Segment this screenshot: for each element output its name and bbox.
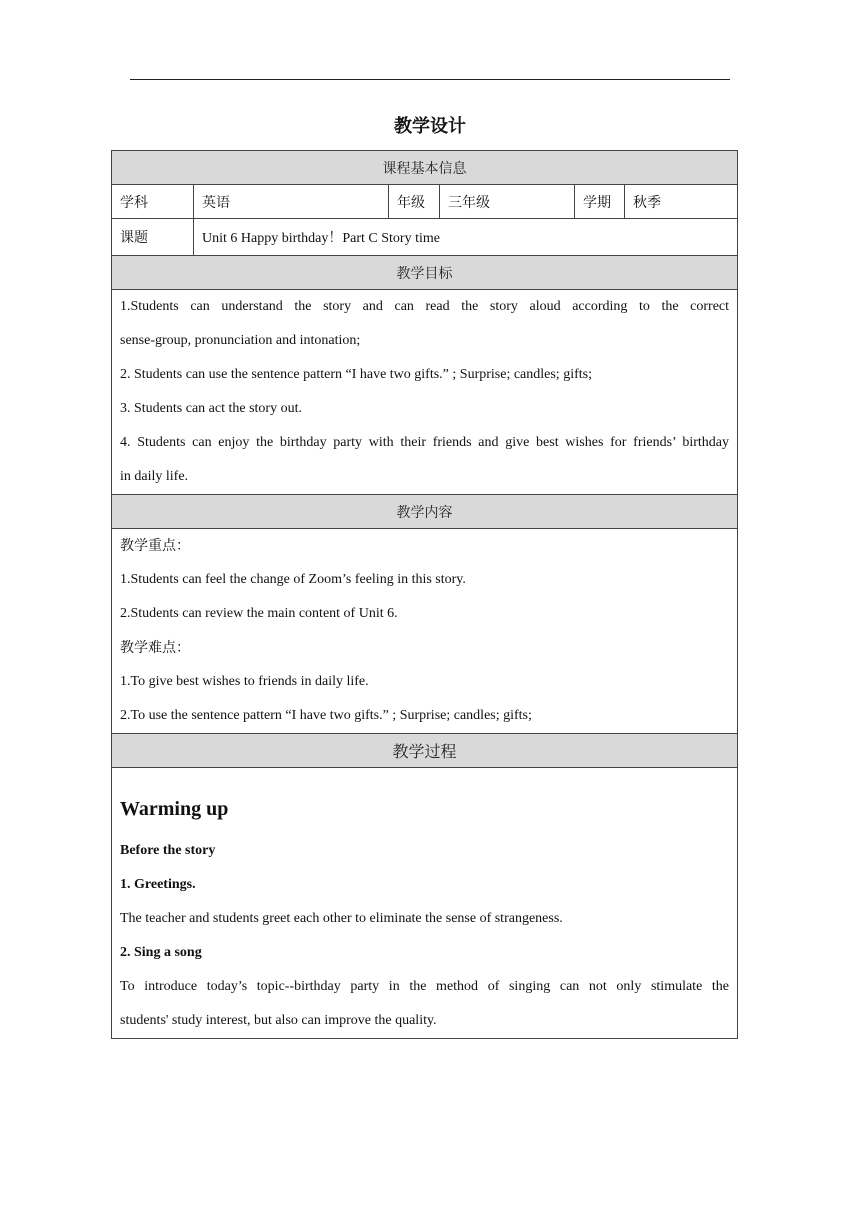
process-body <box>112 768 738 1039</box>
difficult-point-1: 1.To give best wishes to friends in daily life. <box>120 674 369 689</box>
term-value: 秋季 <box>625 185 738 219</box>
objective-3: 3. Students can act the story out. <box>120 401 302 416</box>
basic-info-header: 课程基本信息 <box>112 151 738 185</box>
before-story-subheading: Before the story <box>120 843 216 858</box>
objective-1-line-2: sense-group, pronunciation and intonation; <box>120 333 361 348</box>
step-1-text: The teacher and students greet each other to eliminate the sense of strangeness. <box>120 911 563 926</box>
objectives-body <box>112 290 738 495</box>
objective-2: 2. Students can use the sentence pattern “I have two gifts.” ; Surprise; candles; gifts; <box>120 367 592 382</box>
step-2-line-2: students' study interest, but also can improve the quality. <box>120 1013 437 1028</box>
document-title: 教学设计 <box>394 116 466 137</box>
header-rule <box>130 79 730 80</box>
step-1-title: 1. Greetings. <box>120 877 196 892</box>
key-point-2: 2.Students can review the main content of Unit 6. <box>120 606 398 621</box>
content-header: 教学内容 <box>112 495 738 529</box>
grade-value: 三年级 <box>440 185 575 219</box>
objective-1-line-1: 1.Students can understand the story and can read the story aloud according to the correct <box>120 299 730 314</box>
step-2-title: 2. Sing a song <box>120 945 202 960</box>
key-points-label: 教学重点： <box>120 538 190 554</box>
objectives-header: 教学目标 <box>112 256 738 290</box>
process-header: 教学过程 <box>112 734 738 768</box>
step-2-line-1: To introduce today’s topic--birthday party in the method of singing can not only stimulate the <box>120 979 730 994</box>
subject-value: 英语 <box>194 185 389 219</box>
key-point-1: 1.Students can feel the change of Zoom’s feeling in this story. <box>120 572 466 587</box>
difficult-points-label: 教学难点： <box>120 640 190 656</box>
content-body <box>112 529 738 734</box>
topic-value: Unit 6 Happy birthday！Part C Story time <box>194 219 738 256</box>
difficult-point-2: 2.To use the sentence pattern “I have two gifts.” ; Surprise; candles; gifts; <box>120 708 532 723</box>
objective-4-line-1: 4. Students can enjoy the birthday party with their friends and give best wishes for friends’ birthday <box>120 435 730 450</box>
topic-label: 课题 <box>112 219 194 256</box>
warming-up-heading: Warming up <box>120 798 229 820</box>
lesson-plan-table <box>111 150 738 1039</box>
grade-label: 年级 <box>389 185 440 219</box>
objective-4-line-2: in daily life. <box>120 469 189 484</box>
term-label: 学期 <box>575 185 625 219</box>
subject-label: 学科 <box>112 185 194 219</box>
